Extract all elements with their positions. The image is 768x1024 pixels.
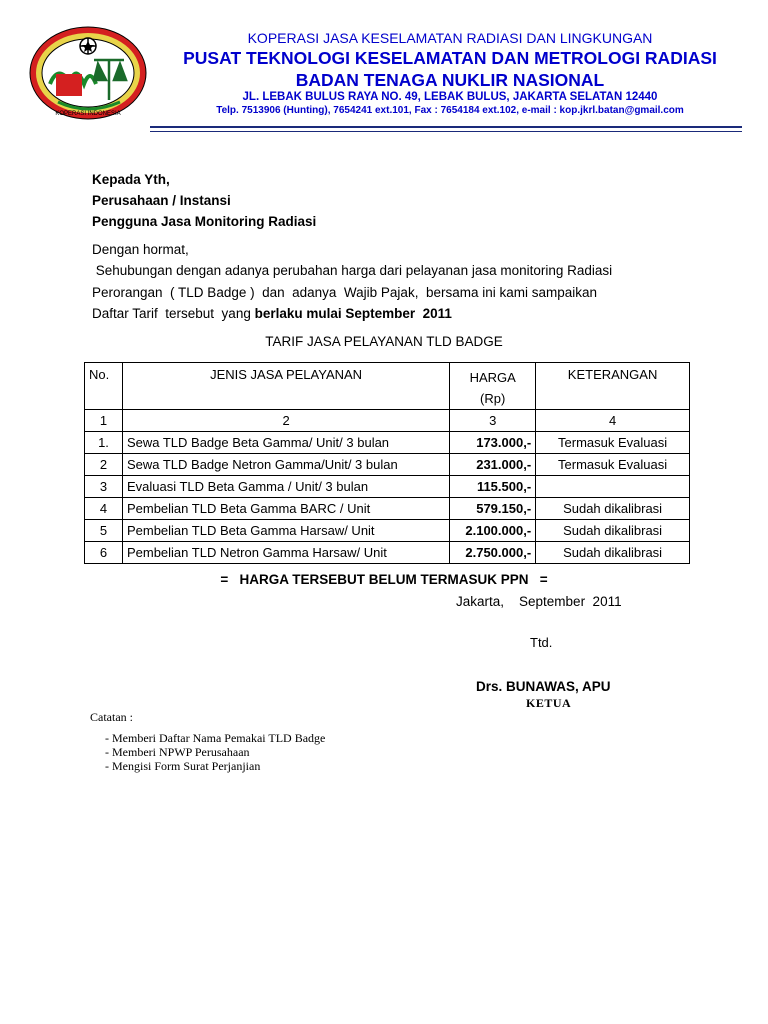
row-note: Sudah dikalibrasi xyxy=(536,498,690,520)
row-no: 2 xyxy=(85,454,123,476)
table-row xyxy=(85,498,690,520)
effective-date: berlaku mulai September 2011 xyxy=(254,306,452,321)
letterhead-contact: Telp. 7513906 (Hunting), 7654241 ext.101, Fax : 7654184 ext.102, e-mail : kop.jkrl.batan@gmail.com xyxy=(216,105,684,116)
row-price: 231.000,- xyxy=(450,454,536,476)
table-row xyxy=(85,520,690,542)
letterhead-line-agency: BADAN TENAGA NUKLIR NASIONAL xyxy=(295,70,605,90)
row-service: Pembelian TLD Netron Gamma Harsaw/ Unit xyxy=(122,542,449,564)
header-keterangan: KETERANGAN xyxy=(536,363,690,410)
body-paragraph-line: Sehubungan dengan adanya perubahan harga dari pelayanan jasa monitoring Radiasi xyxy=(92,263,613,278)
row-no: 1. xyxy=(85,432,123,454)
body-text: Daftar Tarif tersebut yang xyxy=(92,306,255,321)
row-note: Termasuk Evaluasi xyxy=(536,454,690,476)
table-row xyxy=(85,476,690,498)
table-header-row xyxy=(85,363,690,410)
row-no: 5 xyxy=(85,520,123,542)
row-note: Termasuk Evaluasi xyxy=(536,432,690,454)
table-title: TARIF JASA PELAYANAN TLD BADGE xyxy=(265,334,503,349)
column-number: 1 xyxy=(85,410,123,432)
row-price: 173.000,- xyxy=(450,432,536,454)
notes-item: - Memberi Daftar Nama Pemakai TLD Badge xyxy=(105,731,326,745)
table-row xyxy=(85,432,690,454)
row-service: Sewa TLD Badge Beta Gamma/ Unit/ 3 bulan xyxy=(122,432,449,454)
row-price: 579.150,- xyxy=(450,498,536,520)
row-no: 6 xyxy=(85,542,123,564)
row-service: Pembelian TLD Beta Gamma BARC / Unit xyxy=(122,498,449,520)
row-service: Evaluasi TLD Beta Gamma / Unit/ 3 bulan xyxy=(122,476,449,498)
header-harga-unit: (Rp) xyxy=(480,391,506,406)
notes-title: Catatan : xyxy=(90,710,133,724)
letterhead-line-cooperative: KOPERASI JASA KESELAMATAN RADIASI DAN LINGKUNGAN xyxy=(247,30,653,46)
signatory-position: KETUA xyxy=(526,696,572,710)
signature-ttd: Ttd. xyxy=(530,635,553,650)
column-number: 2 xyxy=(122,410,449,432)
table-row xyxy=(85,454,690,476)
column-number: 4 xyxy=(536,410,690,432)
signatory-name: Drs. BUNAWAS, APU xyxy=(476,679,611,694)
row-price: 2.100.000,- xyxy=(450,520,536,542)
row-service: Sewa TLD Badge Netron Gamma/Unit/ 3 bulan xyxy=(122,454,449,476)
row-no: 4 xyxy=(85,498,123,520)
tariff-table xyxy=(84,362,690,564)
body-paragraph-line: Perorangan ( TLD Badge ) dan adanya Wajib Pajak, bersama ini kami sampaikan xyxy=(92,285,598,300)
table-column-number-row xyxy=(85,410,690,432)
body-paragraph-line xyxy=(92,306,452,321)
row-note: Sudah dikalibrasi xyxy=(536,520,690,542)
row-note: Sudah dikalibrasi xyxy=(536,542,690,564)
column-number: 3 xyxy=(450,410,536,432)
row-service: Pembelian TLD Beta Gamma Harsaw/ Unit xyxy=(122,520,449,542)
addressee-line: Pengguna Jasa Monitoring Radiasi xyxy=(92,214,317,229)
addressee-line: Kepada Yth, xyxy=(92,172,170,187)
table-row xyxy=(85,542,690,564)
header-jenis: JENIS JASA PELAYANAN xyxy=(122,363,449,410)
addressee-line: Perusahaan / Instansi xyxy=(92,193,231,208)
row-note xyxy=(536,476,690,498)
letterhead-rule-thin xyxy=(150,131,742,132)
greeting: Dengan hormat, xyxy=(92,242,189,257)
notes-item: - Memberi NPWP Perusahaan xyxy=(105,745,250,759)
cooperative-logo xyxy=(28,24,148,122)
header-harga-label: HARGA xyxy=(469,370,516,385)
header-no: No. xyxy=(85,363,123,410)
row-price: 2.750.000,- xyxy=(450,542,536,564)
row-price: 115.500,- xyxy=(450,476,536,498)
logo-text: KOPERASI INDONESIA xyxy=(55,111,121,117)
letterhead-address: JL. LEBAK BULUS RAYA NO. 49, LEBAK BULUS, JAKARTA SELATAN 12440 xyxy=(242,91,658,103)
header-harga xyxy=(450,363,536,410)
letterhead-line-center: PUSAT TEKNOLOGI KESELAMATAN DAN METROLOGI RADIASI xyxy=(183,48,717,68)
letterhead-rule-thick xyxy=(150,126,742,128)
ppn-note: = HARGA TERSEBUT BELUM TERMASUK PPN = xyxy=(220,572,548,587)
row-no: 3 xyxy=(85,476,123,498)
notes-item: - Mengisi Form Surat Perjanjian xyxy=(105,759,261,773)
place-date: Jakarta, September 2011 xyxy=(456,594,622,609)
